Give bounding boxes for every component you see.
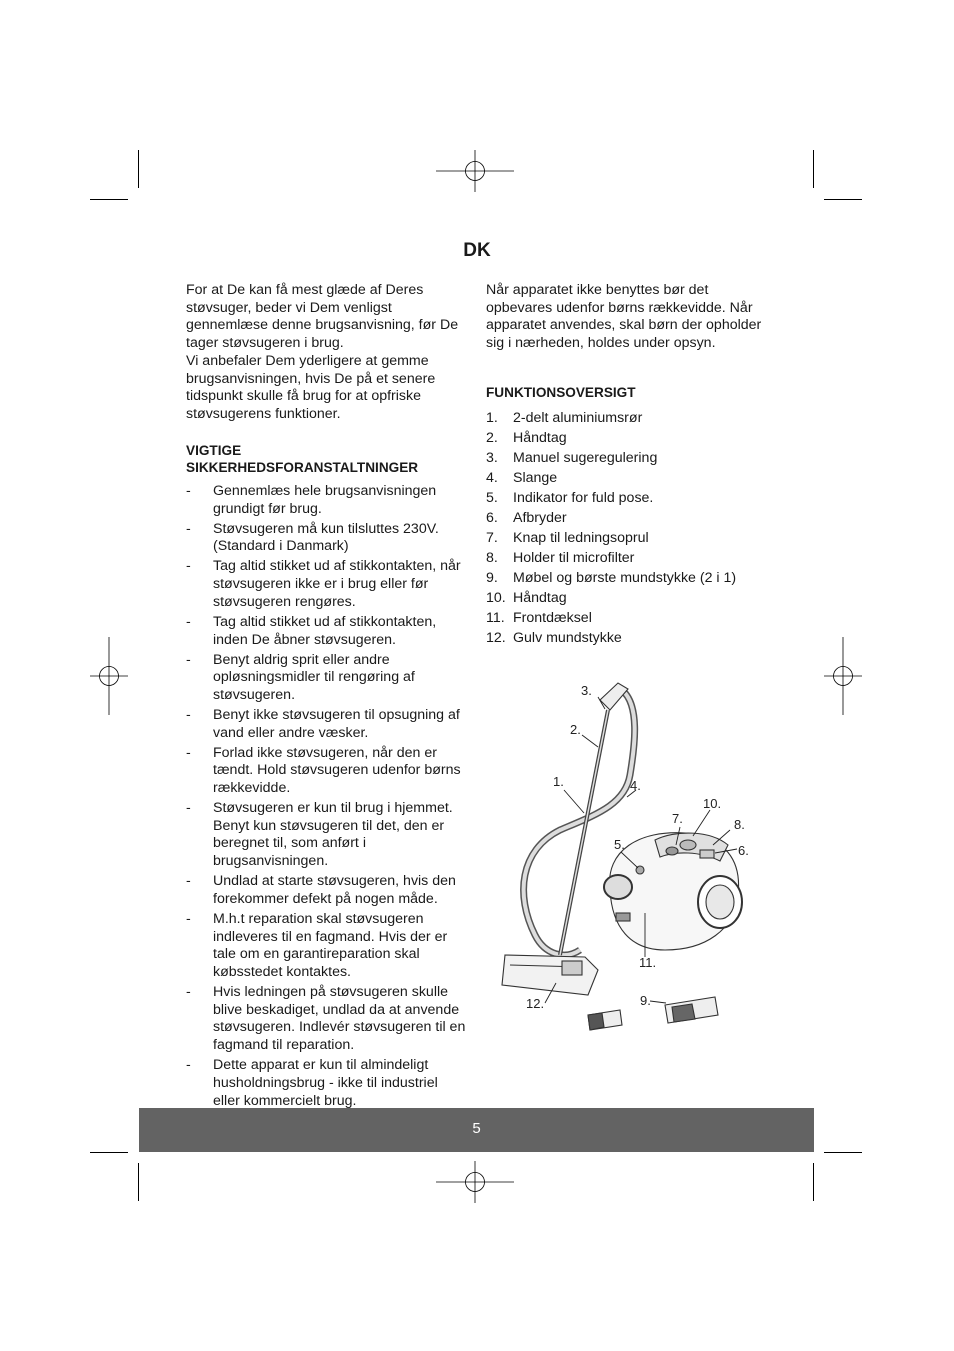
crop-mark bbox=[824, 1152, 862, 1153]
function-item bbox=[486, 430, 771, 450]
callout-3: 3. bbox=[581, 683, 592, 698]
callout-12: 12. bbox=[526, 996, 545, 1011]
function-label: Gulv mundstykke bbox=[513, 629, 622, 646]
function-label: Slange bbox=[513, 469, 558, 486]
function-number: 7. bbox=[486, 529, 498, 546]
safety-item: - Dette apparat er kun til almindeligt husholdningsbrug - ikke til industriel eller kommercielt brug. bbox=[186, 1057, 468, 1110]
function-item bbox=[486, 590, 771, 610]
vacuum-cleaner-illustration bbox=[490, 665, 750, 1045]
function-number: 6. bbox=[486, 509, 498, 526]
function-number: 11. bbox=[486, 609, 505, 626]
function-label: Indikator for fuld pose. bbox=[513, 489, 654, 506]
callout-7: 7. bbox=[672, 811, 683, 826]
safety-item: - Tag altid stikket ud af stikkontakten, når støvsugeren ikke er i brug eller før støvsugeren rengøres. bbox=[186, 558, 468, 611]
left-column bbox=[186, 282, 468, 1113]
language-heading: DK bbox=[463, 240, 491, 261]
callout-10: 10. bbox=[703, 796, 722, 811]
function-number: 9. bbox=[486, 569, 498, 586]
safety-item: - Støvsugeren er kun til brug i hjemmet. Benyt kun støvsugeren til det, den er beregnet til, som anført i brugsanvisningen. bbox=[186, 800, 468, 871]
crop-mark bbox=[138, 1163, 139, 1201]
safety-heading: VIGTIGE SIKKERHEDSFORANSTALTNINGER bbox=[186, 442, 419, 476]
right-column bbox=[486, 282, 771, 650]
function-number: 10. bbox=[486, 589, 506, 606]
function-label: Knap til ledningsoprul bbox=[513, 529, 649, 546]
intro-paragraph: For at De kan få mest glæde af Deres støvsuger, beder vi Dem venligst gennemlæse denne brugsanvisning, før De tager støvsugeren i brug. bbox=[186, 282, 459, 352]
function-item bbox=[486, 510, 771, 530]
registration-mark-right bbox=[824, 637, 862, 715]
safety-item: - M.h.t reparation skal støvsugeren indleveres til en fagmand. Hvis der er tale om en garantireparation skal købsstedet kontaktes. bbox=[186, 911, 468, 982]
function-number: 8. bbox=[486, 549, 498, 566]
callout-9: 9. bbox=[640, 993, 651, 1008]
safety-item: - Benyt aldrig sprit eller andre opløsningsmidler til rengøring af støvsugeren. bbox=[186, 652, 468, 705]
safety-item: - Gennemlæs hele brugsanvisningen grundigt før brug. bbox=[186, 483, 468, 518]
crop-mark bbox=[824, 199, 862, 200]
function-item bbox=[486, 630, 771, 650]
safety-item: - Hvis ledningen på støvsugeren skulle blive beskadiget, undlad da at anvende støvsugeren. Indlevér støvsugeren til en fagmand til reparation. bbox=[186, 984, 468, 1055]
children-note: Når apparatet ikke benyttes bør det opbevares udenfor børns rækkevidde. Når apparatet anvendes, skal børn der opholder sig i nærheden, holdes under opsyn. bbox=[486, 282, 762, 352]
crop-mark bbox=[813, 1163, 814, 1201]
function-number: 1. bbox=[486, 409, 498, 426]
callout-6: 6. bbox=[738, 843, 749, 858]
function-item bbox=[486, 410, 771, 430]
function-item bbox=[486, 610, 771, 630]
function-item bbox=[486, 550, 771, 570]
page-number: 5 bbox=[472, 1120, 481, 1137]
callout-1: 1. bbox=[553, 774, 564, 789]
function-label: Holder til microfilter bbox=[513, 549, 635, 566]
safety-item: - Støvsugeren må kun tilsluttes 230V. (Standard i Danmark) bbox=[186, 521, 468, 556]
function-label: Manuel sugeregulering bbox=[513, 449, 658, 466]
function-number: 12. bbox=[486, 629, 506, 646]
safety-list bbox=[186, 483, 468, 1110]
function-item bbox=[486, 470, 771, 490]
callout-5: 5. bbox=[614, 837, 625, 852]
function-item bbox=[486, 570, 771, 590]
registration-mark-bottom bbox=[436, 1161, 514, 1203]
safety-item: - Tag altid stikket ud af stikkontakten, inden De åbner støvsugeren. bbox=[186, 614, 468, 649]
function-item bbox=[486, 450, 771, 470]
function-label: Afbryder bbox=[513, 509, 567, 526]
safety-item: - Forlad ikke støvsugeren, når den er tændt. Hold støvsugeren udenfor børns rækkevidde. bbox=[186, 745, 468, 798]
crop-mark bbox=[90, 199, 128, 200]
crop-mark bbox=[138, 150, 139, 188]
function-heading: FUNKTIONSOVERSIGT bbox=[486, 384, 636, 400]
function-item bbox=[486, 490, 771, 510]
intro-paragraph: Vi anbefaler Dem yderligere at gemme brugsanvisningen, hvis De på et senere tidspunkt skulle få brug for at opfriske støvsugerens funktioner. bbox=[186, 352, 436, 422]
callout-11: 11. bbox=[639, 955, 657, 970]
function-label: 2-delt aluminiumsrør bbox=[513, 409, 643, 426]
function-item bbox=[486, 530, 771, 550]
function-label: Møbel og børste mundstykke (2 i 1) bbox=[513, 569, 737, 586]
callout-8: 8. bbox=[734, 817, 745, 832]
crop-mark bbox=[90, 1152, 128, 1153]
function-label: Håndtag bbox=[513, 589, 567, 606]
safety-item: - Undlad at starte støvsugeren, hvis den forekommer defekt på nogen måde. bbox=[186, 873, 468, 908]
function-label: Håndtag bbox=[513, 429, 567, 446]
registration-mark-top bbox=[436, 150, 514, 192]
function-number: 5. bbox=[486, 489, 498, 506]
function-number: 2. bbox=[486, 429, 498, 446]
registration-mark-left bbox=[90, 637, 128, 715]
callout-4: 4. bbox=[630, 778, 641, 793]
safety-item: - Benyt ikke støvsugeren til opsugning af vand eller andre væsker. bbox=[186, 707, 468, 742]
callout-2: 2. bbox=[570, 722, 581, 737]
page-footer bbox=[139, 1108, 814, 1152]
function-list bbox=[486, 410, 771, 650]
function-label: Frontdæksel bbox=[513, 609, 592, 626]
crop-mark bbox=[813, 150, 814, 188]
function-number: 3. bbox=[486, 449, 498, 466]
function-number: 4. bbox=[486, 469, 498, 486]
